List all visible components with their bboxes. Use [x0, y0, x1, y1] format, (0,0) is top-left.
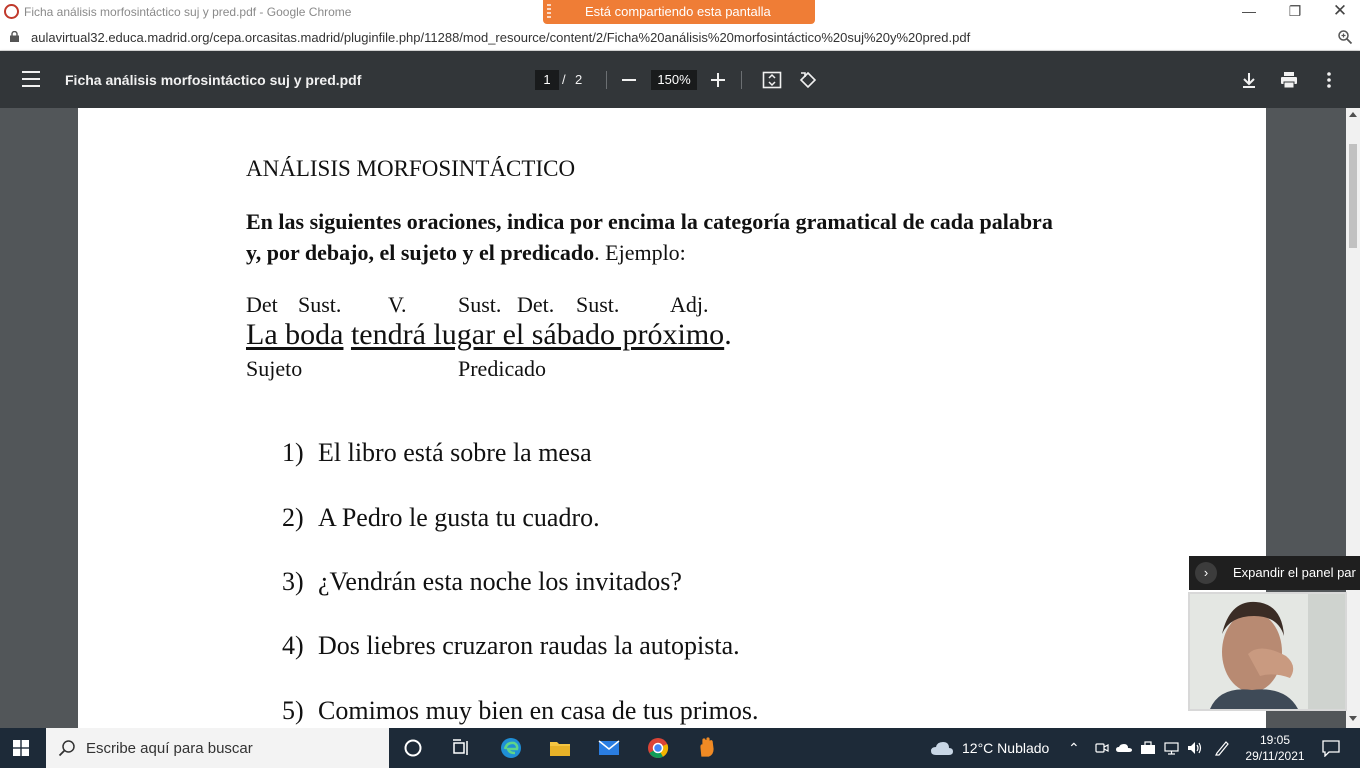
webcam-preview: [1188, 592, 1347, 711]
chrome-app-icon: [4, 4, 19, 19]
windows-start-icon[interactable]: [13, 740, 29, 756]
minimize-icon[interactable]: —: [1242, 3, 1256, 19]
screen-share-label: Está compartiendo esta pantalla: [585, 4, 771, 19]
weather-text[interactable]: 12°C Nublado: [962, 740, 1050, 756]
print-icon[interactable]: [1279, 70, 1299, 90]
network-icon[interactable]: [1164, 740, 1180, 756]
item-number: 1): [282, 438, 304, 467]
instruction-text: [246, 206, 1066, 268]
cloud-icon[interactable]: [930, 740, 954, 756]
pdf-toolbar: [0, 51, 1360, 108]
fit-page-icon[interactable]: [762, 70, 782, 90]
chevron-up-icon[interactable]: ⌃: [1068, 740, 1080, 756]
cortana-icon[interactable]: [401, 736, 425, 760]
presenter-video-image: [1190, 594, 1345, 709]
pdf-viewer[interactable]: [0, 108, 1346, 728]
edge-icon[interactable]: [499, 736, 523, 760]
scroll-up-icon[interactable]: [1349, 112, 1357, 117]
role-subject: Sujeto: [246, 356, 303, 381]
expand-panel-label: Expandir el panel par: [1233, 565, 1356, 580]
instruction-rest: . Ejemplo:: [594, 240, 686, 265]
screen-share-banner[interactable]: [543, 0, 815, 24]
rotate-icon[interactable]: [798, 70, 818, 90]
bag-icon[interactable]: [1140, 740, 1156, 756]
item-number: 4): [282, 631, 304, 660]
page-separator: /: [562, 72, 566, 87]
exercise-item: [282, 438, 592, 468]
item-number: 5): [282, 696, 304, 725]
window-title-bar: [0, 0, 1360, 24]
expand-panel-bar[interactable]: [1189, 556, 1360, 590]
page-total: 2: [575, 72, 583, 87]
category-label: Sust.: [576, 292, 620, 317]
exercise-item: [282, 567, 682, 597]
taskbar-search-box[interactable]: [46, 728, 389, 768]
task-view-icon[interactable]: [449, 736, 473, 760]
exercise-item: [282, 696, 759, 726]
category-label: V.: [388, 292, 407, 317]
category-label: Det.: [517, 292, 555, 317]
search-placeholder: Escribe aquí para buscar: [86, 740, 253, 757]
example-period: .: [724, 318, 732, 351]
toolbar-divider: [741, 71, 742, 89]
zoom-out-icon[interactable]: [622, 79, 636, 81]
close-icon[interactable]: ✕: [1332, 1, 1348, 20]
search-icon: [58, 739, 76, 757]
chevron-right-icon[interactable]: ›: [1195, 562, 1217, 584]
example-predicate: tendrá lugar el sábado próximo: [350, 318, 725, 351]
scrollbar-thumb[interactable]: [1349, 144, 1357, 248]
example-sentence: [246, 318, 732, 352]
system-clock[interactable]: [1244, 732, 1306, 764]
item-text: Comimos muy bien en casa de tus primos.: [318, 696, 759, 725]
pdf-page: [78, 108, 1266, 728]
category-label: Adj.: [670, 292, 709, 317]
toolbar-divider: [606, 71, 607, 89]
document-heading: ANÁLISIS MORFOSINTÁCTICO: [246, 156, 576, 181]
file-explorer-icon[interactable]: [548, 736, 572, 760]
notifications-icon[interactable]: [1322, 739, 1340, 757]
url-text[interactable]: aulavirtual32.educa.madrid.org/cepa.orcasitas.madrid/pluginfile.php/11288/mod_resource/content/2/Ficha%20análisis%20morfosintáctico%20suj%20y%20pred.pdf: [31, 30, 971, 45]
download-icon[interactable]: [1239, 70, 1259, 90]
pen-icon[interactable]: [1214, 740, 1230, 756]
category-label: Det: [246, 292, 278, 317]
clock-date: 29/11/2021: [1245, 749, 1305, 763]
zoom-in-icon[interactable]: [711, 73, 725, 87]
windows-taskbar: [0, 728, 1360, 768]
drag-grip-icon[interactable]: [547, 4, 551, 18]
more-options-icon[interactable]: [1319, 70, 1339, 90]
example-subject: La boda: [246, 318, 344, 351]
page-number-input[interactable]: 1: [535, 70, 559, 90]
volume-icon[interactable]: [1187, 740, 1203, 756]
document-title: Ficha análisis morfosintáctico suj y pred.pdf: [65, 72, 362, 88]
item-text: A Pedro le gusta tu cuadro.: [318, 503, 600, 532]
mail-icon[interactable]: [597, 736, 621, 760]
item-number: 2): [282, 503, 304, 532]
category-label: Sust.: [458, 292, 502, 317]
chrome-icon[interactable]: [646, 736, 670, 760]
scroll-down-icon[interactable]: [1349, 716, 1357, 721]
category-label: Sust.: [298, 292, 342, 317]
menu-icon[interactable]: [22, 71, 40, 87]
exercise-item: [282, 503, 600, 533]
meet-now-icon[interactable]: [1094, 740, 1110, 756]
onedrive-icon[interactable]: [1116, 740, 1132, 756]
address-bar[interactable]: [0, 24, 1360, 51]
item-text: ¿Vendrán esta noche los invitados?: [318, 567, 682, 596]
role-predicate: Predicado: [458, 356, 546, 381]
zoom-magnifier-icon[interactable]: [1337, 29, 1353, 45]
vertical-scrollbar[interactable]: [1346, 108, 1360, 728]
item-text: El libro está sobre la mesa: [318, 438, 592, 467]
instruction-bold: En las siguientes oraciones, indica por encima la categoría gramatical de cada palabra y, por debajo, el sujeto y el predicado: [246, 209, 1053, 265]
item-text: Dos liebres cruzaron raudas la autopista.: [318, 631, 740, 660]
app-hand-icon[interactable]: [695, 736, 719, 760]
clock-time: 19:05: [1259, 733, 1291, 747]
restore-icon[interactable]: ❐: [1288, 3, 1302, 19]
lock-icon: [10, 31, 19, 42]
window-title: Ficha análisis morfosintáctico suj y pred.pdf - Google Chrome: [24, 5, 352, 19]
exercise-item: [282, 631, 740, 661]
zoom-level-input[interactable]: 150%: [651, 70, 697, 90]
item-number: 3): [282, 567, 304, 596]
